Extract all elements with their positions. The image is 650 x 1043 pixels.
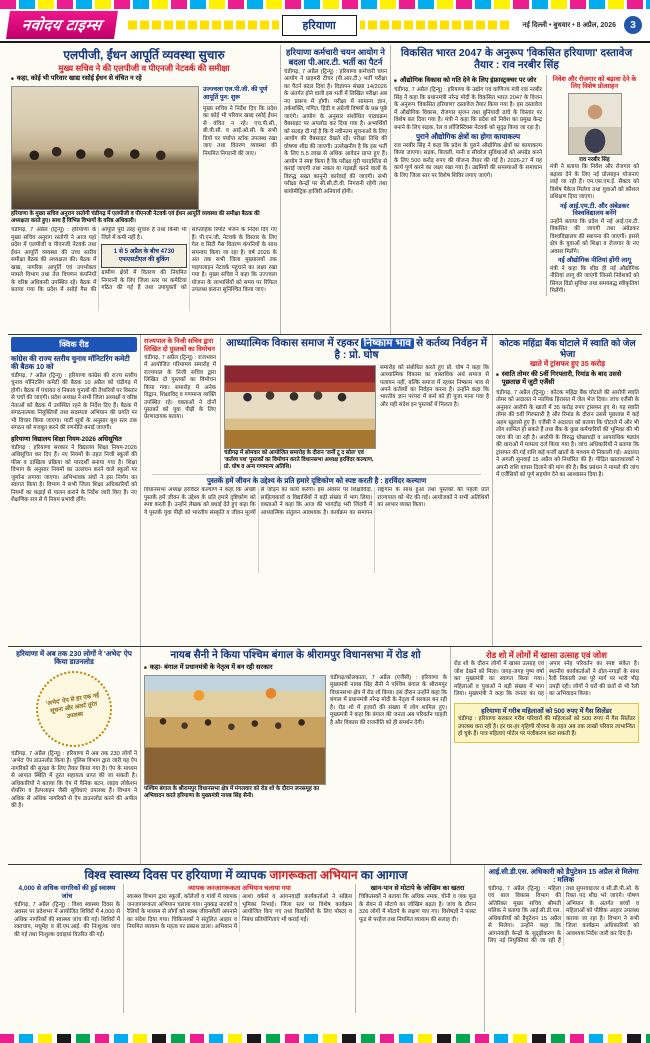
article-kotak-scam — [492, 335, 642, 646]
roadshow-body: चंडीगढ़/कोलकाता, 7 अप्रैल (एजैंसी) : हरियाणा के मुख्यमंत्री नायब सिंह सैनी ने पश्चिम बंगाल के श्रीरामपुर विधानसभा क्षेत्र में रोड शो किया। इस दौरान उन्होंने कहा कि बंगाल में प्रधानमंत्री नरेन्द्र मोदी के नेतृत्व में सरकार बन रही है। रोड शो में हजारों की संख्या में लोग शामिल हुए। मुख्यमंत्री ने कहा कि बंगाल की जनता अब परिवर्तन चाहती है और विकास की राजनीति को ही समर्थन देगी। — [330, 674, 447, 726]
lpg-photo-caption: हरियाणा के मुख्य सचिव अनुराग रस्तोगी चंडीगढ़ में एलपीजी व पीएनजी नेटवर्क एवं ईंधन आपूर्ति व्यवस्था की समीक्षा बैठक की अध्यक्षता करते हुए। साथ हैं विभिन्न विभागों के वरिष्ठ अधिकारी। — [11, 211, 260, 225]
book-release-subhead: राज्यपाल के निजी सचिव द्वारा लिखित दो पुस्तकों का विमोचन — [144, 338, 216, 353]
bullet-square-icon — [496, 371, 499, 388]
lpg-highlight-box: 1 से 5 अप्रैल के बीच 4730 एफएसटीएल की बुकिंग — [101, 244, 186, 268]
spiritual-top-row — [144, 337, 489, 471]
article-health-day — [8, 865, 484, 1032]
minister-portrait-figure — [550, 93, 639, 164]
article-lpg-supply — [8, 45, 280, 334]
health-subarticle-obesity — [355, 884, 479, 1013]
vikasit-sub1-body: मंत्री ने बताया कि निवेश और रोजगार को बढ़ावा देने के लिए नई प्रोत्साहन योजनाएं लाई जा रही हैं। एम.एस.एम.ई. सैक्टर को विशेष पैकेज मिलेगा तथा युवाओं को कौशल प्रशिक्षण दिया जाएगा। — [550, 164, 639, 201]
lpg-photo-figure — [11, 86, 199, 210]
vikasit-right-column — [546, 75, 639, 296]
quick-read-label: क्विक रीड — [11, 337, 137, 352]
vikasit-sub3-body: उन्होंने बताया कि प्रदेश में नई आई.एम.टी. विकसित की जाएगी तथा अंबेडकर विश्वविद्यालय की स्थापना की जाएगी। इससे क्षेत्र के युवाओं को शिक्षा व रोजगार के नए अवसर मिलेंगे। — [550, 218, 639, 255]
kotak-headline: कोटक महिंद्रा बैंक घोटाले में स्वाति को जेल भेजा — [499, 338, 636, 359]
middle-section — [8, 335, 642, 647]
article-congress-meeting — [11, 355, 137, 505]
bullet-square-icon — [144, 664, 147, 673]
article-gas-cylinder — [454, 703, 639, 743]
top-section — [8, 45, 642, 335]
roadshow-crowd-photo — [144, 675, 326, 785]
top-color-strip — [0, 0, 650, 9]
campaign-subhead: व्यापक जनजागरूकता अभियान चलाया गया — [188, 885, 291, 893]
minister-portrait-caption: राव नरबीर सिंह — [579, 157, 610, 164]
congress-headline: कांग्रेस की राज्य स्तरीय चुनाव मॉनिटरिंग कमेटी की बैठक 10 को — [11, 354, 130, 372]
lpg-photo-row — [11, 86, 277, 210]
minister-portrait-photo — [568, 93, 622, 155]
article-spiritual-books — [140, 335, 492, 646]
article-saini-roadshow — [140, 647, 450, 864]
campaign-body: स्वास्थ्य विभाग द्वारा स्कूलों, कॉलेजों व गांवों में व्यापक जनजागरूकता अभियान चलाया गया। नुक्कड़ नाटकों व रैलियों के माध्यम से लोगों को स्वस्थ जीवनशैली अपनाने का संदेश दिया गया। चिकित्सकों ने संतुलित आहार व नियमित व्यायाम के महत्व पर प्रकाश डाला। अभियान में आशा वर्कर्स व आंगनवाड़ी कार्यकर्ताओं ने सक्रिय भूमिका निभाई। जिला स्तर पर विशेष कार्यक्रम आयोजित किए गए तथा विद्यार्थियों के लिए पोस्टर व निबंध प्रतियोगिताएं भी कराई गईं। — [127, 894, 352, 931]
kotak-bullet — [496, 371, 639, 388]
josh-headline: रोड शो में लोगों में खासा उत्साह एवं जोश — [486, 650, 607, 660]
health-subarticle-campaign — [123, 884, 355, 1013]
josh-body-columns — [454, 661, 639, 699]
lpg-body-columns — [11, 227, 277, 311]
congress-body-1: चंडीगढ़, 7 अप्रैल (ट्रिन्यू) : हरियाणा कांग्रेस की राज्य स्तरीय चुनाव मॉनिटरिंग कमेटी की बैठक 10 अप्रैल को चंडीगढ़ में होगी। बैठक में पंचायत व निकाय चुनावों की तैयारियों पर विस्तार से चर्चा की जाएगी। प्रदेश अध्यक्ष ने सभी जिला अध्यक्षों व वरिष्ठ नेताओं को बैठक में उपस्थित रहने के निर्देश दिए हैं। बैठक में संगठनात्मक नियुक्तियों तथा सदस्यता अभियान की प्रगति पर भी विचार किया जाएगा। पार्टी सूत्रों के अनुसार बूथ स्तर तक संगठन को मजबूत करने की रणनीति बनाई जाएगी। — [11, 372, 137, 432]
obesity-body: चिकित्सकों ने बताया कि अधिक नमक, चीनी व जंक फूड के सेवन से मोटापे का जोखिम बढ़ता है। जांच के दौरान 326 लोगों में मोटापे के लक्षण पाए गए। विशेषज्ञों ने फास्ट फूड से परहेज तथा नियमित व्यायाम की सलाह दी। — [359, 894, 476, 923]
article-roadshow-josh — [454, 650, 639, 700]
abhed-stamp-seal: 'अभेद' ऐप से हर एक नई सूचना और अलर्ट तुरंत उपलब्ध — [31, 665, 118, 752]
spiritual-side-body: समारोह को संबोधित करते हुए प्रो. घोष ने कहा कि आध्यात्मिक विकास का वास्तविक अर्थ समाज से पलायन नहीं, बल्कि समाज में रहकर निष्काम भाव से अपने कर्तव्यों का निर्वहन करना है। उन्होंने कहा कि भारतीय ज्ञान परंपरा में कर्म को ही पूजा माना गया है और यही संदेश इन पुस्तकों में मिलता है। — [380, 364, 489, 408]
bullet-square-icon — [11, 75, 14, 84]
roadshow-figure — [144, 675, 326, 800]
article-hssc-prt — [280, 45, 390, 334]
congress-body-2: चंडीगढ़ : हरियाणा सरकार ने विद्यालय शिक्षा नियम-2026 अधिसूचित कर दिए हैं। नए नियमों के तहत निजी स्कूलों की फीस व दाखिला प्रक्रिया को पारदर्शी बनाया गया है। शिक्षा विभाग के अनुसार नियमों का उल्लंघन करने वाले स्कूलों पर जुर्माना लगाया जाएगा। अभिभावक संघों ने इस निर्णय का स्वागत किया है। विभाग ने सभी जिला शिक्षा अधिकारियों को नियमों का कड़ाई से पालन कराने के निर्देश जारी किए हैं। नए शैक्षणिक सत्र से ये नियम प्रभावी होंगे। — [11, 444, 137, 504]
hssc-headline: हरियाणा कर्मचारी चयन आयोग ने बदला पी.आर.टी. भर्ती का पैटर्न — [286, 47, 385, 67]
icds-body-columns — [488, 886, 639, 946]
region-badge-wrap — [124, 12, 515, 38]
icds-body: चंडीगढ़, 7 अप्रैल (ट्रिन्यू) : महिला एवं बाल विकास विभाग की अतिरिक्त मुख्य सचिव श्रीमती मलिक ने बताया कि आई.सी.डी.एस. अधिकारियों को डैपुटेशन 15 अप्रैल से मिलेगा। उन्होंने कहा कि आंगनवाड़ी केन्द्रों के सुदृढ़ीकरण के लिए नई नियुक्तियां की जा रही हैं तथा सुपरवाइजर व सी.डी.पी.ओ. के रिक्त पद शीघ्र भरे जाएंगे। पोषण अभियान के अंतर्गत बच्चों व महिलाओं को पौष्टिक आहार उपलब्ध कराया जा रहा है। विभाग ने सभी जिला कार्यक्रम अधिकारियों को आवश्यक निर्देश जारी कर दिए हैं। — [488, 885, 639, 945]
spiritual-bottom-body: विधानसभा अध्यक्ष हरविंदर कल्याण ने कहा कि अच्छी पुस्तकें हमें जीवन के उद्देश्य के प्रति हमारे दृष्टिकोण को स्पष्ट करती हैं। उन्होंने लेखक को बधाई देते हुए कहा कि ये पुस्तकें युवा पीढ़ी को भारतीय संस्कृति व जीवन मूल्यों से जोड़ने का कार्य करेंगी। इस अवसर पर शिक्षाविदों, साहित्यकारों व विद्यार्थियों ने बड़ी संख्या में भाग लिया। वक्ताओं ने कहा कि आज की भागदौड़ भरी जिंदगी में आध्यात्मिक संतुलन आवश्यक है। कार्यक्रम का समापन राष्ट्रगान के साथ हुआ तथा पुस्तकों की पहली प्रति राज्यपाल को भेंट की गई। आयोजकों ने सभी अतिथियों का आभार व्यक्त किया। — [144, 487, 489, 516]
lpg-bullet — [11, 75, 277, 84]
page-body — [0, 43, 650, 1034]
vikasit-sub2-headline: पुराने औद्योगिक क्षेत्रों का होगा कायाकल्प — [415, 132, 521, 142]
article-abhed-app — [8, 647, 140, 864]
vikasit-columns — [394, 75, 639, 296]
review-meeting-photo — [11, 86, 199, 210]
obesity-subhead: खान-पान से मोटापे के जोखिम का खतरा — [370, 885, 465, 893]
lpg-body-2: ग्रामीण क्षेत्रों में वितरण की नियमित निगरानी के लिए जिला स्तर पर कमेटियां गठित की गई हैं तथा उपायुक्तों को साप्ताहिक रिपोर्ट भेजने के निर्देश दिए गए हैं। पी.एन.जी. नेटवर्क के विस्तार के लिए गेल व सिटी गैस वितरण कंपनियों के साथ समन्वय किया जा रहा है। वर्ष 2026 के अंत तक सभी जिला मुख्यालयों तक पाइपलाइन नेटवर्क पहुंचाने का लक्ष्य रखा गया है। मुख्य सचिव ने कहा कि उज्ज्वला योजना के लाभार्थियों को समय पर रिफिल उपलब्ध कराना सुनिश्चित किया जाए। — [101, 227, 277, 294]
vikasit-bullet-text: औद्योगिक विकास को गति देने के लिए इंफ्रास्ट्रक्चर पर जोर — [399, 76, 537, 84]
masthead — [0, 9, 650, 43]
spiritual-headline — [224, 338, 489, 363]
article-vikasit-haryana — [390, 45, 642, 334]
roadshow-headline: नायब सैनी ने किया पश्चिम बंगाल के श्रीरामपुर विधानसभा में रोड शो — [170, 650, 421, 661]
roadshow-photo-row — [144, 675, 447, 800]
vikasit-headline: विकसित भारत 2047 के अनुरूप 'विकसित हरियाणा' दस्तावेज तैयार : राव नरबीर सिंह — [400, 48, 633, 72]
spiritual-headline-post: से कर्तव्य निर्वहन में है : प्रो. घोष — [334, 338, 487, 362]
book-release-caption: चंडीगढ़ में सोमवार को आयोजित समारोह के दौरान 'जर्नी टू द सोल' एवं 'कर्तव्य पथ' पुस्तकों का विमोचन करते विधानसभा अध्यक्ष हरविंदर कल्याण, प्रो. घोष व अन्य गणमान्य अतिथि। — [224, 450, 374, 470]
kotak-body: चंडीगढ़, 7 अप्रैल (ट्रिन्यू) : कोटक महिंद्रा बैंक घोटाले की आरोपी स्वाति तोमर को अदालत ने न्यायिक हिरासत में जेल भेज दिया। जांच एजैंसी के अनुसार आरोपी के खातों में 35 करोड़ रुपए ट्रांसफर हुए थे। यह स्वाति तोमर की 5वीं गिरफ्तारी है और रिमांड के दौरान उससे पूछताछ में कई अहम खुलासे हुए हैं। एजैंसी ने अदालत को बताया कि घोटाले में और भी लोग शामिल हो सकते हैं तथा बैंक के कुछ कर्मचारियों की भूमिका की भी जांच की जा रही है। आरोपी के विरुद्ध धोखाधड़ी व आपराधिक षड्यंत्र की धाराओं में मामला दर्ज किया गया है। जांच अधिकारियों ने बताया कि ट्रांसफर की गई राशि कई फर्जी खातों के माध्यम से निकाली गई। अदालत ने अगली सुनवाई 15 अप्रैल को निर्धारित की है। पीड़ित खाताधारकों ने अपनी राशि वापस दिलाने की मांग की है। बैंक प्रबंधन ने मामले की जांच में एजैंसियों को पूर्ण सहयोग देने का आश्वासन दिया है। — [496, 389, 639, 479]
vikasit-body: चंडीगढ़, 7 अप्रैल (ट्रिन्यू) : हरियाणा के उद्योग एवं वाणिज्य मंत्री राव नरबीर सिंह ने कहा कि प्रधानमंत्री नरेन्द्र मोदी के विकसित भारत 2047 के विजन के अनुरूप 'विकसित हरियाणा' दस्तावेज तैयार किया गया है। इस दस्तावेज में औद्योगिक विकास, रोजगार सृजन तथा बुनियादी ढांचे के विस्तार पर विशेष बल दिया गया है। मंत्री ने कहा कि प्रदेश को निवेश का प्रमुख केन्द्र बनाने के लिए सड़क, रेल व लॉजिस्टिक्स नेटवर्क को सुदृढ़ किया जा रहा है। — [394, 87, 542, 131]
school-rules-subhead: हरियाणा विद्यालय शिक्षा नियम-2026 अधिसूचित — [11, 435, 122, 443]
health-headline-post: का आगाज — [360, 868, 408, 882]
spiritual-main-column — [220, 337, 489, 471]
vikasit-sub3-headline: नई आई.एम.टी. और अंबेडकर विश्वविद्यालय बनेंगे — [559, 202, 630, 218]
vikasit-sub4-headline: नई औद्योगिक नीतियां होंगी लागू — [557, 257, 632, 265]
lpg-side-body: मुख्य सचिव ने निर्देश दिए कि प्रदेश का कोई भी परिवार खाद्य रसोई ईंधन से वंचित न रहे। एच.पी.सी., बी.पी.सी. व आई.ओ.सी. के सभी डिपो पर पर्याप्त स्टॉक उपलब्ध रखा जाए तथा वितरण व्यवस्था की नियमित निगरानी की जाए। — [203, 105, 277, 157]
abhed-body: चंडीगढ़, 7 अप्रैल (ट्रिन्यू) : हरियाणा में अब तक 230 लोगों ने 'अभेद' ऐप डाउनलोड किया है। पुलिस विभाग द्वारा जारी यह ऐप नागरिकों की सुरक्षा के लिए तैयार किया गया है। ऐप के माध्यम से आपात स्थिति में तुरंत सहायता प्राप्त की जा सकती है। अधिकारियों ने बताया कि ऐप में पैनिक बटन, लाइव लोकेशन शेयरिंग व हैल्पलाइन जैसी सुविधाएं उपलब्ध हैं। विभाग ने अधिक से अधिक नागरिकों से ऐप डाउनलोड करने की अपील की है। — [11, 750, 137, 810]
hssc-body: चंडीगढ़, 7 अप्रैल (ट्रिन्यू) : हरियाणा कर्मचारी चयन आयोग ने प्राइमरी टीचर (पी.आर.टी.) भर्ती परीक्षा का पैटर्न बदल दिया है। विज्ञापन संख्या 14/2026 के अंतर्गत होने वाली इस भर्ती में लिखित परीक्षा अब नए प्रारूप में होगी। परीक्षा में सामान्य ज्ञान, तर्कशक्ति, गणित, हिंदी व अंग्रेजी विषयों के प्रश्न पूछे जाएंगे। आयोग के अनुसार संशोधित पाठ्यक्रम वैबसाइट पर अपलोड कर दिया गया है। अभ्यर्थियों को सलाह दी गई है कि वे नवीनतम सूचनाओं के लिए आयोग की वैबसाइट देखते रहें। परीक्षा तिथि की घोषणा शीघ्र की जाएगी। उल्लेखनीय है कि इस भर्ती के लिए 5.5 लाख से अधिक आवेदन प्राप्त हुए हैं। आयोग ने स्पष्ट किया है कि परीक्षा पूरी पारदर्शिता से कराई जाएगी तथा नकल या गड़बड़ी करने वालों के विरुद्ध सख्त कानूनी कार्रवाई की जाएगी। सभी परीक्षा केन्द्रों पर सी.सी.टी.वी. निगरानी रहेगी तथा बायोमीट्रिक हाजिरी अनिवार्य होगी। — [284, 68, 387, 195]
newspaper-logo: नवोदय टाइम्स — [6, 11, 118, 39]
vikasit-sub1-headline: निवेश और रोजगार को बढ़ावा देने के लिए विशेष प्रोत्साहन — [552, 75, 637, 91]
abhed-headline: हरियाणा में अब तक 230 लोगों ने 'अभेद' ऐप किया डाउनलोड — [16, 649, 132, 667]
vikasit-left-column — [394, 75, 542, 296]
page-number-badge: 3 — [624, 16, 642, 34]
kotak-bullet-text: स्वाति तोमर की 5वीं गिरफ्तारी, रिमांड के बाद उससे पूछताछ में जुटी एजैंसी — [501, 370, 622, 387]
checkups-body: चं‌डीगढ़, 7 अप्रैल (ट्रिन्यू) : विश्व स्वास्थ्य दिवस के अवसर पर प्रदेशभर में आयोजित शिविरों में 4,000 से अधिक नागरिकों की स्वास्थ्य जांच की गई। शिविरों में रक्तचाप, मधुमेह व बी.एम.आई. की निःशुल्क जांच की गई तथा निःशुल्क दवाइयां वितरित की गईं। — [14, 901, 120, 938]
article-icds-officers — [484, 865, 642, 1032]
campaign-body-columns — [127, 894, 352, 931]
health-headline-highlight: जागरूकता अभियान — [269, 868, 358, 882]
josh-body: रोड शो के दौरान लोगों में खासा उत्साह एवं जोश देखने को मिला। जगह-जगह पुष्प वर्षा कर मुख्यमंत्री का स्वागत किया गया। महिलाओं व युवाओं ने बड़ी संख्या में भाग लिया। मुख्यमंत्री ने कहा कि जनता का यह अपार स्नेह परिवर्तन का स्पष्ट संकेत है। स्थानीय कार्यकर्ताओं ने ढोल-नगाड़ों के साथ रैली निकाली तथा पूरे मार्ग पर भारी भीड़ उमड़ी रही। लोगों ने घरों की छतों से भी रैली का अभिवादन किया। — [454, 661, 639, 698]
icds-headline: आई.सी.डी.एस. अधिकारी को डैपुटेशन 15 अप्रैल से मिलेगा : मलिक — [488, 867, 639, 885]
vikasit-sub2-body: राव नरबीर सिंह ने कहा कि प्रदेश के पुराने औद्योगिक क्षेत्रों का कायाकल्प किया जाएगा। सड़क, बिजली, पानी व सीवरेज सुविधाओं को अपग्रेड करने के लिए 500 करोड़ रुपए की योजना तैयार की गई है। 2026-27 में यह कार्य पूर्ण करने का लक्ष्य रखा गया है। उद्यमियों की समस्याओं के समाधान के लिए जिला स्तर पर विशेष शिविर लगाए जाएंगे। — [394, 142, 542, 179]
health-columns — [11, 884, 481, 1013]
josh-column — [450, 647, 642, 864]
gas-headline: हरियाणा में गरीब महिलाओं को 500 रुपए में गैस सिलेंडर — [481, 707, 612, 715]
spiritual-headline-highlight: निष्काम भाव — [361, 338, 414, 349]
spiritual-headline-pre: आध्यात्मिक विकास समाज में रहकर — [226, 338, 359, 349]
vikasit-sub4-body: मंत्री ने कहा कि शीघ्र ही नई औद्योगिक नीतियां लागू की जाएंगी जिनसे निवेशकों को सिंगल विंडो सुविधा तथा समयबद्ध स्वीकृतियां मिलेंगी। — [550, 265, 639, 295]
region-badge: हरियाणा — [282, 15, 357, 36]
checkups-subhead: 4,000 से अधिक नागरिकों की हुई स्वास्थ्य जांच — [18, 885, 116, 901]
lpg-body-1: चंडीगढ़, 7 अप्रैल (ट्रिन्यू) : हरियाणा के मुख्य सचिव अनुराग रस्तोगी ने आज यहां प्रदेश में एलपीजी व पीएनजी नेटवर्क तथा ईंधन आपूर्ति व्यवस्था की उच्च स्तरीय समीक्षा बैठक की अध्यक्षता की। बैठक में खाद्य, नागरिक आपूर्ति एवं उपभोक्ता मामले विभाग तथा तेल विपणन कंपनियों के वरिष्ठ अधिकारी उपस्थित रहे। बैठक में बताया गया कि प्रदेश में रसोई गैस की आपूर्ति पूरी तरह सुचारु है तथा किसी भी जिले में कमी नहीं है। — [11, 227, 187, 294]
health-headline-pre: विश्व स्वास्थ्य दिवस पर हरियाणा में व्यापक — [84, 868, 267, 882]
book-release-photo — [224, 365, 376, 449]
health-section — [8, 865, 642, 1032]
kalyan-quote-subhead: पुस्तकें हमें जीवन के उद्देश्य के प्रति हमारे दृष्टिकोण को स्पष्ट करती है : हरविंदर कल्याण — [152, 474, 481, 485]
lpg-bullet-text: कहा, कोई भी परिवार खाद्य रसोई ईंधन से वंचित न रहे — [16, 75, 142, 83]
bullet-square-icon — [394, 77, 397, 86]
spiritual-photo-row — [224, 365, 489, 471]
health-headline — [11, 868, 481, 882]
lpg-headline: एलपीजी, ईंधन आपूर्ति व्यवस्था सुचारु — [63, 48, 225, 62]
lpg-side-column — [203, 86, 277, 210]
roadshow-bullet-text: कहा- बंगाल में प्रधानमंत्री के नेतृत्व में बन रही सरकार — [149, 664, 273, 672]
roadshow-section — [8, 647, 642, 865]
lpg-mini-headline: उज्ज्वला एल.पी.जी. की पूर्ण आपूर्ति पुन: शुरू — [203, 86, 277, 104]
vikasit-bullet — [394, 77, 542, 86]
health-subarticle-checkups — [11, 884, 123, 1013]
spiritual-left-column — [144, 337, 216, 471]
gas-body: चंडीगढ़ : हरियाणा सरकार गरीब परिवारों की महिलाओं को 500 रुपए में गैस सिलेंडर उपलब्ध करा रही है। हर घर-हर गृहिणी योजना के तहत अब तक लाखों परिवार लाभान्वित हो चुके हैं। पात्र महिलाएं पोर्टल पर पंजीकरण करा सकती हैं। — [458, 716, 635, 738]
spiritual-body-columns — [144, 487, 489, 573]
kotak-subhead: खाते में ट्रांसफर हुए 35 करोड़ — [530, 359, 605, 369]
book-release-body: चंडीगढ़, 7 अप्रैल (ट्रिन्यू) : राजभवन में आयोजित गरिमामय समारोह में राज्यपाल के निजी सचिव द्वारा लिखित दो पुस्तकों का विमोचन किया गया। समारोह में अनेक विद्वान, शिक्षाविद् व गणमान्य व्यक्ति उपस्थित रहे। वक्ताओं ने दोनों पुस्तकों को युवा पीढ़ी के लिए प्रेरणादायक बताया। — [144, 354, 216, 421]
roadshow-bullet — [144, 664, 447, 673]
book-release-figure — [224, 365, 376, 471]
edition-dateline: नई दिल्ली • बुधवार • 8 अप्रैल, 2026 — [522, 21, 616, 29]
bottom-color-strip — [0, 1034, 650, 1043]
lpg-subhead: मुख्य सचिव ने की एलपीजी व पीएनजी नेटवर्क की समीक्षा — [58, 63, 230, 74]
quick-read-column — [8, 335, 140, 646]
roadshow-caption: पश्चिम बंगाल के श्रीरामपुर विधानसभा क्षेत्र में मंगलवार को रोड शो के दौरान जनसमूह का अभिवादन करते हरियाणा के मुख्यमंत्री नायब सिंह सैनी। — [144, 786, 320, 800]
